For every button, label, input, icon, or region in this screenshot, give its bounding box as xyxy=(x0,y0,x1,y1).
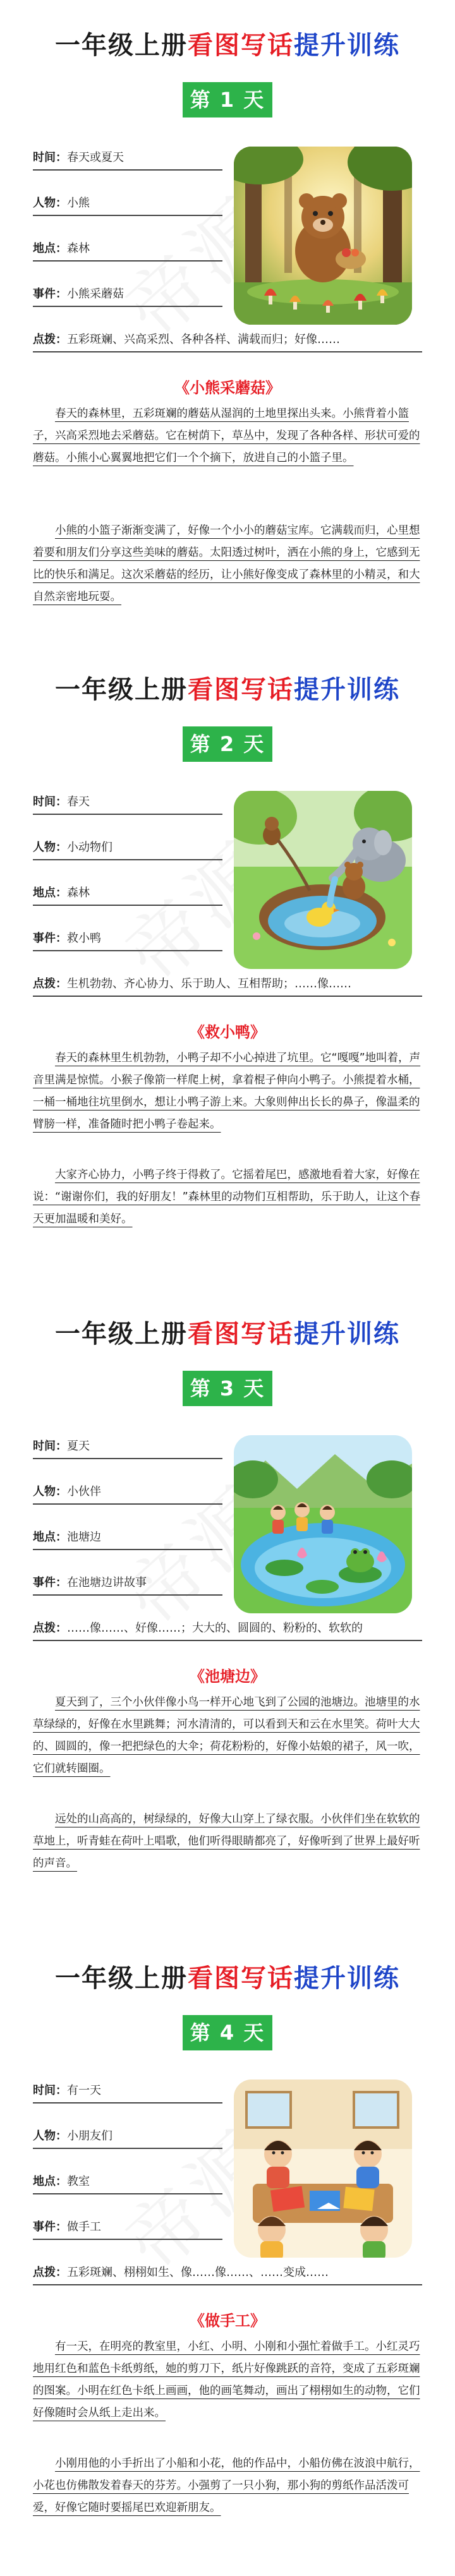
field-event: 事件：做手工 xyxy=(33,2216,222,2240)
field-hint: 点拨：五彩斑斓、兴高采烈、各种各样、满载而归；好像…… xyxy=(33,328,422,352)
story-title: 《救小鸭》 xyxy=(190,1023,265,1041)
story-title: 《小熊采蘑菇》 xyxy=(174,379,281,397)
field-event: 事件：小熊采蘑菇 xyxy=(33,283,222,307)
field-event: 事件：在池塘边讲故事 xyxy=(33,1572,222,1596)
field-place: 地点：教室 xyxy=(33,2170,222,2194)
story-paragraph: 有一天，在明亮的教室里，小红、小明、小刚和小强忙着做手工。小红灵巧地用红色和蓝色卡纸剪纸，她的剪刀下，纸片好像跳跃的音符，变成了五彩斑斓的图案。小明在红色卡纸上画画，他的画笔舞动，画出了栩栩如生的动物，它们好像随时会从纸上走出来。 xyxy=(33,2340,420,2419)
illustration-bear-picking-mushrooms xyxy=(234,147,412,325)
story-paragraph: 大家齐心协力，小鸭子终于得救了。它摇着尾巴，感激地看着大家，好像在说：“谢谢你们，我的好朋友！”森林里的动物们互相帮助，乐于助人，让这个春天更加温暖和美好。 xyxy=(33,1169,421,1225)
handcraft-image xyxy=(234,2079,412,2258)
field-hint: 点拨：生机勃勃、齐心协力、乐于助人、互相帮助；……像…… xyxy=(33,973,422,997)
story-paragraph: 夏天到了，三个小伙伴像小鸟一样开心地飞到了公园的池塘边。池塘里的水草绿绿的，好像在水里跳舞；河水清清的，可以看到天和云在水里笑。荷叶大大的、圆圆的，像一把把绿色的大伞；荷花粉粉的，好像小姑娘的裙子，风一吹，它们就转圈圈。 xyxy=(33,1696,420,1775)
field-time: 时间：夏天 xyxy=(33,1435,222,1459)
illustration-pond-side xyxy=(234,1435,412,1613)
bear-forest-image xyxy=(234,147,412,325)
field-time: 时间：春天或夏天 xyxy=(33,147,222,171)
story-title: 《做手工》 xyxy=(190,2312,265,2330)
lesson-day-2 xyxy=(0,644,455,1287)
lesson-day-4 xyxy=(0,1933,455,2576)
field-place: 地点：池塘边 xyxy=(33,1526,222,1550)
page-title: 一年级上册看图写话提升训练 xyxy=(55,31,400,60)
field-hint: 点拨：五彩斑斓、栩栩如生、像……像……、……变成…… xyxy=(33,2261,422,2285)
day-badge: 第 4 天 xyxy=(183,2015,272,2050)
story-paragraph: 小熊的小篮子渐渐变满了，好像一个小小的蘑菇宝库。它满载而归，心里想着要和朋友们分享这些美味的蘑菇。太阳透过树叶，洒在小熊的身上，它感到无比的快乐和满足。这次采蘑菇的经历，让小熊好像变成了森林里的小精灵，和大自然亲密地玩耍。 xyxy=(33,524,420,603)
day-badge: 第 1 天 xyxy=(183,82,272,117)
page-title: 一年级上册看图写话提升训练 xyxy=(55,1320,400,1349)
story-paragraph: 春天的森林里，五彩斑斓的蘑菇从湿润的土地里探出头来。小熊背着小篮子，兴高采烈地去采蘑菇。它在树荫下，草丛中，发现了各种各样、形状可爱的蘑菇。小熊小心翼翼地把它们一个个摘下，放进自己的小篮子里。 xyxy=(33,407,420,464)
field-person: 人物：小熊 xyxy=(33,192,222,216)
illustration-handcraft-class xyxy=(234,2079,412,2258)
field-person: 人物：小动物们 xyxy=(33,836,222,860)
illustration-rescuing-duckling xyxy=(234,791,412,969)
page-title: 一年级上册看图写话提升训练 xyxy=(55,675,400,704)
field-event: 事件：救小鸭 xyxy=(33,927,222,951)
field-place: 地点：森林 xyxy=(33,882,222,906)
day-badge: 第 3 天 xyxy=(183,1371,272,1406)
story-paragraph: 小刚用他的小手折出了小船和小花，他的作品中，小船仿佛在波浪中航行，小花也仿佛散发着春天的芬芳。小强剪了一只小狗，那小狗的剪纸作品活泼可爱，好像它随时要摇尾巴欢迎新朋友。 xyxy=(33,2457,420,2514)
lesson-day-3 xyxy=(0,1289,455,1932)
field-time: 时间：春天 xyxy=(33,791,222,815)
story-paragraph: 远处的山高高的，树绿绿的，好像大山穿上了绿衣服。小伙伴们坐在软软的草地上，听青蛙在荷叶上唱歌，他们听得眼睛都亮了，好像听到了世界上最好听的声音。 xyxy=(33,1813,420,1870)
duck-rescue-image xyxy=(234,791,412,969)
story-title: 《池塘边》 xyxy=(190,1668,265,1685)
page-title: 一年级上册看图写话提升训练 xyxy=(55,1964,400,1993)
field-place: 地点：森林 xyxy=(33,238,222,262)
pond-image xyxy=(234,1435,412,1613)
field-time: 时间：有一天 xyxy=(33,2079,222,2104)
field-person: 人物：小朋友们 xyxy=(33,2125,222,2149)
lesson-day-1 xyxy=(0,0,455,643)
field-person: 人物：小伙伴 xyxy=(33,1481,222,1505)
field-hint: 点拨：……像……、好像……；大大的、圆圆的、粉粉的、软软的 xyxy=(33,1617,422,1641)
story-paragraph: 春天的森林里生机勃勃，小鸭子却不小心掉进了坑里。它“嘎嘎”地叫着，声音里满是惊慌。小猴子像箭一样爬上树，拿着棍子伸向小鸭子。小熊提着水桶，一桶一桶地往坑里倒水，想让小鸭子游上来。大象则伸出长长的鼻子，像温柔的臂膀一样，准备随时把小鸭子卷起来。 xyxy=(33,1052,421,1131)
day-badge: 第 2 天 xyxy=(183,726,272,762)
